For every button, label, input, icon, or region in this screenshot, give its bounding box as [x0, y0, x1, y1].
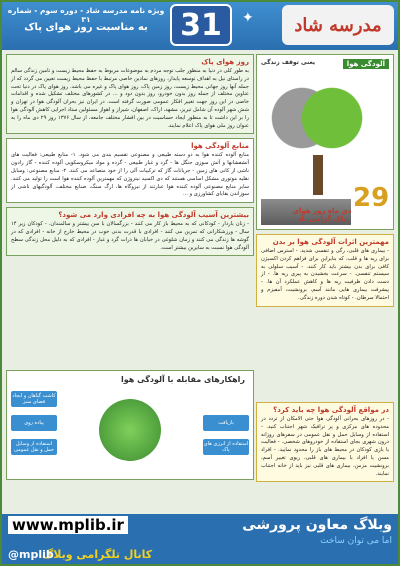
poster-subtitle: یعنی توقف زندگی: [261, 59, 316, 66]
left-column: [6, 54, 254, 260]
tree-trunk: [313, 155, 323, 195]
diagram-area: [6, 370, 254, 484]
clean-air-day-text: به طور کلی در دنیا به منظور جلب توجه مردم به موضوعات مربوط به حفظ محیط زیست و تامین زندگی سالم در راستای نیل به اهداف توسعه پایدار، روزهای نمادین خاصی مرتبط با حفظ محیط زیست تعیین می گردد که از جمله آنها روز جهانی محیط زیست، روز زمین پاک، روز هوای پاک و غیره می باشد. روز هوای پاک در دنیا تحت عناوین مختلف از جمله روز بدون خودرو، روز بدون دود و ... در کشورهای مختلف تشکیل شده و اقدامات خاصی در این روز جهت تغییر افکار عمومی صورت گرفته است. در ایران نیز بحران آلودگی هوا در تهران و شش شهر آلوده آن شامل تبریز، مشهد، اراک، اصفهان، شیراز و اهواز مسئولین ستاد اجرایی کاهش آلودگی هوا را بر این داشت تا به منظور ایجاد حساسیت در بین اقشار مختلف جامعه، از سال ۱۳۷۶ روز ۲۹ دی ماه را به عنوان روز ملی هوای پاک اعلام نمایند.: [11, 68, 249, 129]
effects-text: - بیماری های قلبی، رگی و تنفسی شدید. - استرس اضافی برای ریه ها و قلب، که بنابراین برای فراهم کردن اکسیژن کافی برای بدن بیشتر باید کار کنند. - آسیب سلولی به سیستم تنفسی. - سرعت بخشیدن به پیری ریه ها. - از دست دادن ظرفیت ریه ها و کاهش عملکرد آن ها. - پیشرفت بیماری هایی مانند آسم، برونشیت، آمفیزم و احتمالا سرطان. - کوتاه شدن دوره زندگی.: [261, 248, 389, 301]
diagram-item: کاشت گیاهان و ایجاد فضای سبز: [12, 393, 56, 405]
footer-url[interactable]: www.mplib.ir: [8, 516, 128, 534]
footer-handle[interactable]: @mplib: [8, 548, 54, 561]
diagram-title: راهکارهای مقابله با آلودگی هوا: [121, 375, 245, 384]
clean-air-day-title: روز هوای پاک: [201, 58, 249, 66]
sources-text: منابع آلوده کننده هوا به دو دسته طبیعی و مصنوعی تقسیم بندی می شود. ۱- منابع طبیعی: فعالیت های آتشفشانها و آتش سوزی جنگل ها - گرد و غبار طبیعی - گرده و مواد میکروسکوپی آلوده کننده - گاز رادون ناشی از کانی های زمین - جریانات گاز که ترکیبات آلی را از خود متصاعد می کنند. ۲- منابع مصنوعی: وسایل نقلیه موتوری مشکل اساسی هستند که دی اکسید نیتروژن که مهمترین آلوده کننده هوا است را تولید می کنند. سایر منابع مصنوعی آلوده کننده هوا عبارتند از نیروگاه ها، ارگ سنگ، صنایع مختلف، آلودگیهای ناشی از سوزاندن بقایای کشاورزی و ...: [11, 152, 249, 198]
logo-text: مدرسه شاد: [294, 14, 382, 36]
logo: [282, 5, 394, 45]
footer: [2, 514, 398, 564]
diagram-item: استفاده از وسایل حمل و نقل عمومی: [11, 439, 57, 455]
footer-blog-name: وبلاگ معاون پرورشی: [242, 517, 392, 533]
what-to-do-area: [256, 402, 394, 486]
poster-number: 29: [353, 183, 390, 213]
right-column: [256, 54, 394, 311]
vulnerable-title: بیشترین آسیب آلودگی هوا به چه افرادی وارد می شود؟: [58, 211, 249, 220]
solutions-diagram: [6, 370, 254, 480]
poster: [256, 54, 394, 230]
diagram-item: پیاده روی: [11, 415, 57, 431]
globe-illustration: [99, 399, 161, 461]
what-to-do-title: در مواقع آلودگی هوا چه باید کرد؟: [273, 406, 389, 414]
issue-number: 31: [170, 4, 232, 46]
occasion: به مناسبت روز هوای پاک: [24, 22, 148, 33]
bird-icon: ✦: [242, 10, 254, 26]
what-to-do-text: - در روزهای بحرانی آلودگی هوا حتی الامکان از تردد در محدوده های مرکزی و پر ترافیک شهر اجتناب کنید. - استفاده از وسایل حمل و نقل عمومی در سفرهای روزانه درون شهری بجای استفاده از خودروهای شخصی. - فعالیت یا بازی کودکان در محیط های باز را محدود نمایید. - افراد مسن یا افراد با بیماری های قلبی، ریوی تغییر آسم، برونشیت مزمن، بیماری های قلبی نیز باید از خانه اجتناب نمایند.: [261, 416, 389, 477]
what-to-do-box: [256, 402, 394, 482]
poster-date: دی ماه روز هوای پاک گرامی باد: [292, 207, 352, 223]
sources-box: [6, 138, 254, 203]
diagram-item: بازیافت: [203, 415, 249, 431]
vulnerable-text: - زنان باردار - کودکانی که به محیط باز کار می کنند - بزرگسالان با سن بیشتر و سالمندان. - کودکان زیر ۱۴ سال - ورزشکارانی که تمرین می کنند - افرادی با قدرت بدنی خوب در محیط خارج از خانه - افرادی که در گوشه ها زندگی می کنند و زمان شلوغی در خیابان ها ذرات گرد و غبار - افرادی که به دلیل محل زندگی سطح آلودگی هوا نسبت به سایرین بیشتر است.: [11, 221, 249, 251]
poster-title: آلودگی هوا: [343, 59, 389, 69]
issue-line: ویژه نامه مدرسه شاد - دوره سوم - شماره ۳۱: [7, 6, 165, 24]
footer-channel: کانال تلگرامی وبلاگ: [42, 548, 153, 561]
header: [2, 2, 398, 50]
effects-title: مهمترین اثرات آلودگی هوا بر بدن: [272, 238, 389, 246]
vulnerable-box: [6, 207, 254, 256]
clean-air-day-box: [6, 54, 254, 134]
diagram-item: استفاده از انرژی های پاک: [203, 441, 249, 453]
footer-slogan: اما می توان ساخت: [320, 536, 392, 546]
effects-box: [256, 234, 394, 307]
sources-title: منابع آلودگی هوا: [191, 142, 249, 151]
